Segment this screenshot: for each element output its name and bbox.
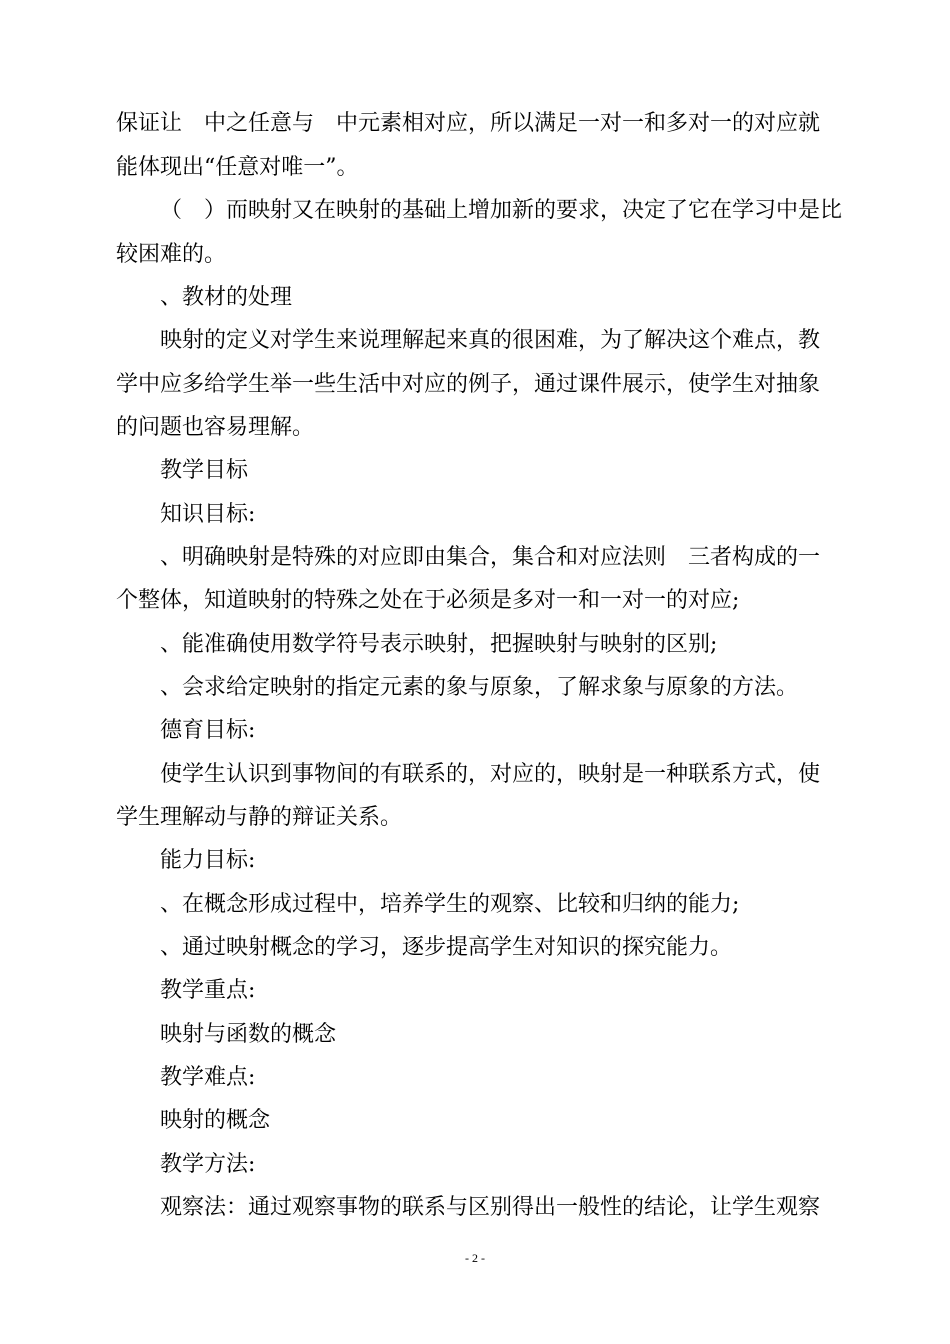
text-line: （ ）而映射又在映射的基础上增加新的要求，决定了它在学习中是比 [160,198,843,223]
section-heading: 、教材的处理 [160,285,293,310]
subsection-heading: 知识目标: [160,502,256,527]
text-line: 的问题也容易理解。 [116,415,315,440]
text-line: 映射的定义对学生来说理解起来真的很困难，为了解决这个难点，教 [160,328,821,353]
text-line: 映射的概念 [160,1108,271,1133]
page-number: - 2 - [465,1251,485,1265]
text-line: 、会求给定映射的指定元素的象与原象，了解求象与原象的方法。 [160,675,799,700]
text-line: 学中应多给学生举一些生活中对应的例子，通过课件展示，使学生对抽象 [116,372,821,397]
text-line: 保证让 中之任意与 中元素相对应，所以满足一对一和多对一的对应就 [116,111,821,136]
subsection-heading: 教学重点: [160,978,256,1003]
text-line: 观察法：通过观察事物的联系与区别得出一般性的结论，让学生观察 [160,1195,821,1220]
text-line: 个整体，知道映射的特殊之处在于必须是多对一和一对一的对应; [116,588,740,613]
text-line: 能体现出“任意对唯一”。 [116,155,359,180]
subsection-heading: 教学方法: [160,1152,256,1177]
text-line: 、能准确使用数学符号表示映射，把握映射与映射的区别; [160,632,718,657]
subsection-heading: 教学难点: [160,1065,256,1090]
text-line: 、明确映射是特殊的对应即由集合，集合和对应法则 三者构成的一 [160,545,821,570]
subsection-heading: 能力目标: [160,848,256,873]
text-line: 映射与函数的概念 [160,1022,337,1047]
text-line: 使学生认识到事物间的有联系的，对应的，映射是一种联系方式，使 [160,762,821,787]
section-heading: 教学目标 [160,458,249,483]
text-line: 、通过映射概念的学习，逐步提高学生对知识的探究能力。 [160,935,733,960]
subsection-heading: 德育目标: [160,718,256,743]
text-line: 学生理解动与静的辩证关系。 [116,805,403,830]
text-line: 较困难的。 [116,242,227,267]
text-line: 、在概念形成过程中，培养学生的观察、比较和归纳的能力; [160,892,740,917]
